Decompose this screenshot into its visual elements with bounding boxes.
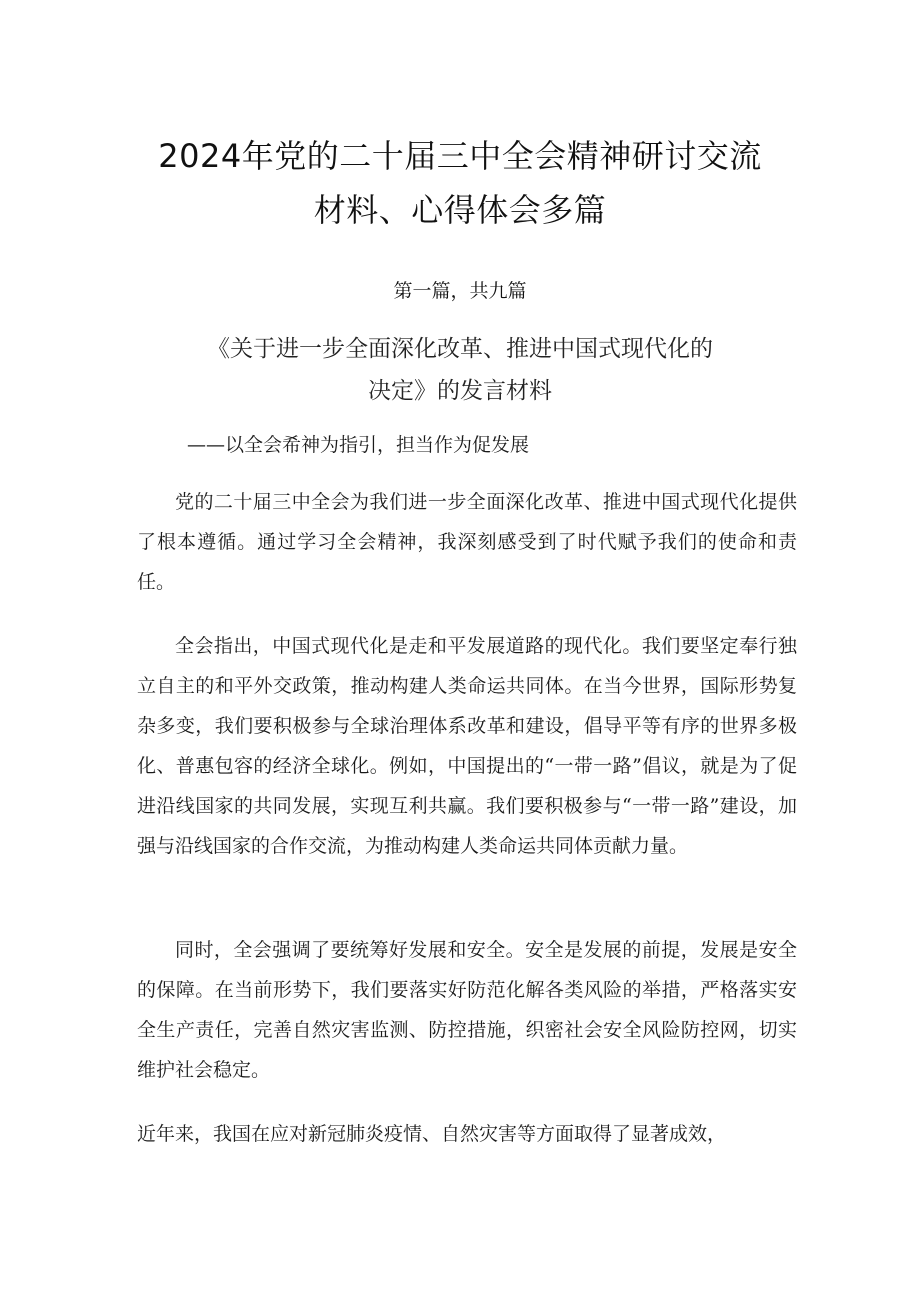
body-paragraph-3: 同时，全会强调了要统筹好发展和安全。安全是发展的前提，发展是安全的保障。在当前形势下，我们要落实好防范化解各类风险的举措，严格落实安全生产责任，完善自然灾害监测、防控措施，织密社会安全风险防控网，切实维护社会稳定。 (137, 939, 797, 1081)
body-paragraph-1: 党的二十届三中全会为我们进一步全面深化改革、推进中国式现代化提供了根本遵循。通过学习全会精神，我深刻感受到了时代赋予我们的使命和责任。 (137, 491, 797, 593)
body-paragraph-2: 全会指出，中国式现代化是走和平发展道路的现代化。我们要坚定奉行独立自主的和平外交政策，推动构建人类命运共同体。在当今世界，国际形势复杂多变，我们要积极参与全球治理体系改革和建设，倡导平等有序的世界多极化、普惠包容的经济全球化。例如，中国提出的“一带一路”倡议，就是为了促进沿线国家的共同发展，实现互利共赢。我们要积极参与“一带一路”建设，加强与沿线国家的合作交流，为推动构建人类命运共同体贡献力量。 (137, 635, 797, 857)
document-title-line-1: 2024年党的二十届三中全会精神研讨交流 (158, 137, 762, 176)
section-title (60, 328, 860, 412)
section-title-line-1: 《关于进一步全面深化改革、推进中国式现代化的 (207, 336, 713, 362)
document-title-line-2: 材料、心得体会多篇 (313, 191, 607, 230)
part-label: 第一篇，共九篇 (393, 280, 527, 302)
document-title (60, 129, 860, 237)
section-title-line-2: 决定》的发言材料 (368, 378, 552, 404)
section-tagline: ——以全会希神为指引，担当作为促发展 (187, 434, 530, 456)
body-paragraph-4: 近年来，我国在应对新冠肺炎疫情、自然灾害等方面取得了显著成效， (137, 1123, 727, 1145)
